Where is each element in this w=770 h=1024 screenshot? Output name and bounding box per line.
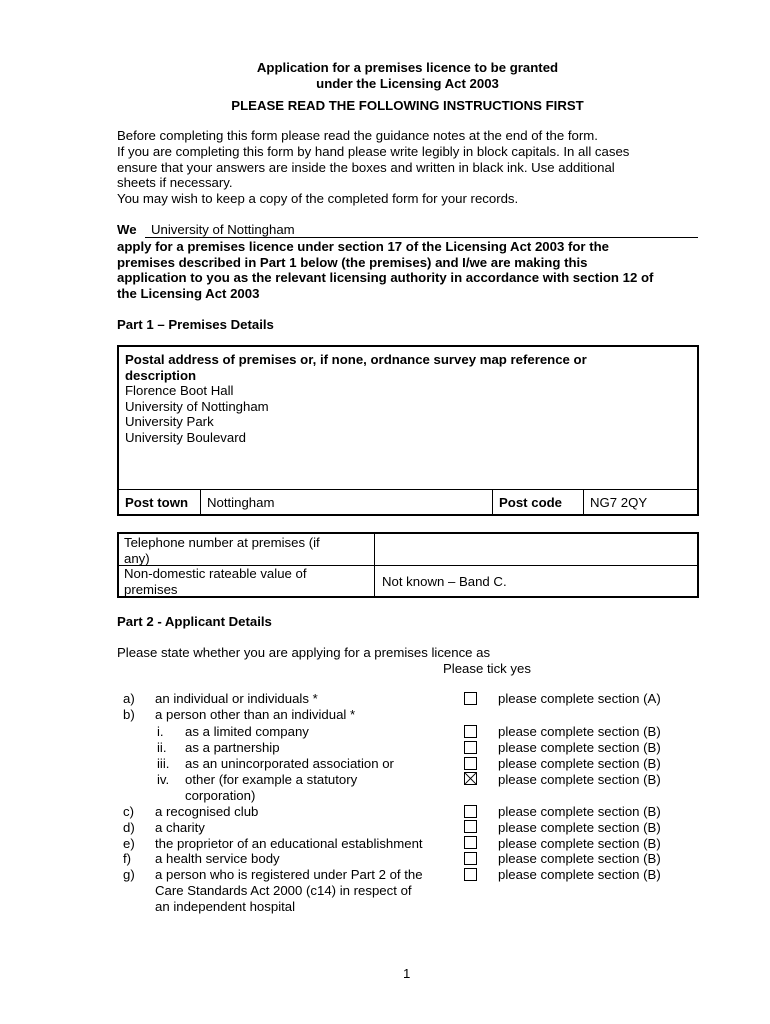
- checkbox-statutory-corporation-checked[interactable]: [464, 772, 477, 785]
- address-line[interactable]: Florence Boot Hall: [125, 383, 234, 398]
- option-marker: i.: [157, 724, 164, 739]
- option-action: please complete section (B): [498, 867, 661, 882]
- apply-statement-line: application to you as the relevant licensing authority in accordance with section 12 of: [117, 270, 654, 285]
- apply-statement-line: premises described in Part 1 below (the premises) and I/we are making this: [117, 255, 588, 270]
- divider: [374, 533, 375, 597]
- option-marker: c): [123, 804, 134, 819]
- option-marker: f): [123, 851, 132, 866]
- post-code-field[interactable]: NG7 2QY: [590, 495, 648, 510]
- option-text: a charity: [155, 820, 205, 835]
- apply-statement-line: apply for a premises licence under section 17 of the Licensing Act 2003 for the: [117, 239, 609, 254]
- option-marker: e): [123, 836, 135, 851]
- tick-hint: Please tick yes: [443, 661, 531, 676]
- divider: [583, 489, 584, 515]
- rateable-value-field[interactable]: Not known – Band C.: [382, 574, 507, 589]
- option-marker: b): [123, 707, 135, 722]
- part2-heading: Part 2 - Applicant Details: [117, 614, 272, 629]
- form-title-line-2: under the Licensing Act 2003: [316, 76, 499, 91]
- option-text: other (for example a statutory: [185, 772, 358, 787]
- part1-heading: Part 1 – Premises Details: [117, 317, 274, 332]
- post-town-field[interactable]: Nottingham: [207, 495, 275, 510]
- option-action: please complete section (B): [498, 836, 661, 851]
- checkbox-health-service-body[interactable]: [464, 852, 477, 865]
- option-text: an individual or individuals *: [155, 691, 318, 706]
- option-marker: g): [123, 867, 135, 882]
- option-action: please complete section (B): [498, 804, 661, 819]
- divider: [200, 489, 201, 515]
- option-text: Care Standards Act 2000 (c14) in respect of: [155, 883, 412, 898]
- option-action: please complete section (B): [498, 724, 661, 739]
- telephone-label: Telephone number at premises (if: [124, 535, 320, 550]
- option-action: please complete section (B): [498, 820, 661, 835]
- address-line[interactable]: University Park: [125, 414, 214, 429]
- address-line[interactable]: University of Nottingham: [125, 399, 269, 414]
- rateable-value-label: premises: [124, 582, 178, 597]
- post-code-label: Post code: [499, 495, 563, 510]
- telephone-label: any): [124, 551, 150, 566]
- checkbox-partnership[interactable]: [464, 741, 477, 754]
- option-action: please complete section (B): [498, 772, 661, 787]
- option-text: a person who is registered under Part 2 of the: [155, 867, 423, 882]
- form-title-line-1: Application for a premises licence to be granted: [256, 60, 559, 75]
- address-label: Postal address of premises or, if none, ordnance survey map reference or: [125, 352, 587, 367]
- option-text: as a partnership: [185, 740, 280, 755]
- instructions-heading: PLEASE READ THE FOLLOWING INSTRUCTIONS FIRST: [231, 98, 584, 113]
- applicant-name-underline: [145, 237, 698, 238]
- rateable-value-label: Non-domestic rateable value of: [124, 566, 307, 581]
- option-action: please complete section (B): [498, 851, 661, 866]
- option-text: as a limited company: [185, 724, 309, 739]
- divider: [492, 489, 493, 515]
- option-text: an independent hospital: [155, 899, 296, 914]
- page-number: 1: [403, 966, 411, 981]
- option-text: the proprietor of an educational establishment: [155, 836, 423, 851]
- applicant-type-question: Please state whether you are applying for a premises licence as: [117, 645, 491, 660]
- checkbox-unincorporated-association[interactable]: [464, 757, 477, 770]
- intro-line: sheets if necessary.: [117, 175, 233, 190]
- intro-line: You may wish to keep a copy of the completed form for your records.: [117, 191, 519, 206]
- option-text: a health service body: [155, 851, 280, 866]
- option-marker: a): [123, 691, 135, 706]
- checkbox-charity[interactable]: [464, 820, 477, 833]
- option-text: as an unincorporated association or: [185, 756, 394, 771]
- checkbox-limited-company[interactable]: [464, 725, 477, 738]
- apply-statement-line: the Licensing Act 2003: [117, 286, 260, 301]
- option-action: please complete section (B): [498, 740, 661, 755]
- address-label: description: [125, 368, 197, 383]
- option-action: please complete section (B): [498, 756, 661, 771]
- option-text: corporation): [185, 788, 256, 803]
- checkbox-individual[interactable]: [464, 692, 477, 705]
- checkbox-recognised-club[interactable]: [464, 805, 477, 818]
- option-text: a person other than an individual *: [155, 707, 356, 722]
- option-marker: iii.: [157, 756, 170, 771]
- checkbox-educational-establishment[interactable]: [464, 836, 477, 849]
- option-text: a recognised club: [155, 804, 259, 819]
- intro-line: If you are completing this form by hand please write legibly in block capitals. In all cases: [117, 144, 630, 159]
- option-marker: ii.: [157, 740, 167, 755]
- divider: [118, 489, 698, 490]
- address-line[interactable]: University Boulevard: [125, 430, 246, 445]
- option-marker: d): [123, 820, 135, 835]
- option-action: please complete section (A): [498, 691, 661, 706]
- intro-line: ensure that your answers are inside the boxes and written in black ink. Use additional: [117, 160, 615, 175]
- applicant-name-field[interactable]: University of Nottingham: [151, 222, 295, 237]
- intro-line: Before completing this form please read the guidance notes at the end of the form.: [117, 128, 598, 143]
- option-marker: iv.: [157, 772, 170, 787]
- checkbox-registered-person[interactable]: [464, 868, 477, 881]
- post-town-label: Post town: [125, 495, 189, 510]
- we-label: We: [117, 222, 137, 237]
